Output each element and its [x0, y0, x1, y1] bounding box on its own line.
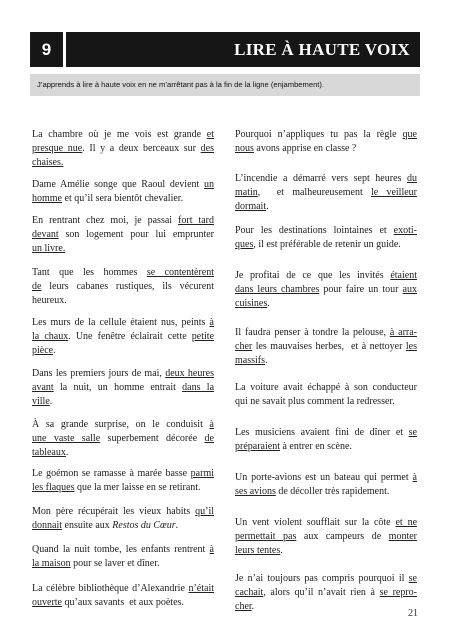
text-segment: pour faire un tour	[319, 283, 403, 295]
text-segment: Les musiciens avaient fini de dîner et	[235, 427, 409, 438]
sentence-line	[235, 283, 417, 297]
text-segment: .	[65, 446, 69, 458]
sentence-line	[32, 242, 214, 256]
sentence-line	[32, 432, 214, 446]
underlined-group: et	[206, 129, 214, 140]
sentence-line	[32, 192, 214, 206]
text-segment: Je profitai de ce que les invités	[235, 270, 391, 281]
sentence-line	[32, 505, 214, 519]
sentence-line	[235, 172, 417, 186]
sentence-line	[32, 381, 214, 395]
text-segment: Je n’ai toujours pas compris pourquoi il	[235, 573, 409, 584]
chapter-title: LIRE À HAUTE VOIX	[234, 40, 410, 59]
underlined-group: du	[407, 173, 417, 184]
text-segment: .	[251, 600, 255, 612]
sentence-line	[235, 586, 417, 600]
underlined-group: à arra-	[389, 327, 418, 338]
underlined-group: dans la	[182, 381, 215, 393]
sentence-line	[32, 519, 214, 533]
sentence	[32, 178, 214, 206]
underlined-group: deux heures	[165, 368, 214, 379]
sentence	[235, 426, 417, 454]
text-segment: Dans les premiers jours de mai,	[32, 368, 166, 379]
text-segment: Restos du Cœur	[112, 519, 176, 531]
sentence-line	[235, 297, 417, 311]
text-segment: , et malheureusement	[257, 186, 371, 198]
underlined-group: pièce	[32, 344, 54, 356]
sentence-line	[235, 238, 417, 252]
sentence-line	[235, 426, 417, 440]
sentence	[235, 516, 417, 557]
sentence-line	[235, 471, 417, 485]
sentence-line	[235, 516, 417, 530]
underlined-group: les	[405, 340, 417, 352]
sentence	[235, 172, 417, 213]
text-segment: que la mer laisse en se retirant.	[74, 481, 201, 493]
sentence	[235, 269, 417, 310]
sentence-line	[235, 200, 417, 214]
sentence-line	[235, 530, 417, 544]
text-segment: avons apprise en classe ?	[253, 142, 357, 154]
text-segment: Tant que les hommes	[32, 267, 147, 278]
text-segment: , alors qu’il n’avait rien à	[263, 586, 380, 598]
underlined-group: permettait pas	[235, 530, 297, 542]
underlined-group: ques	[235, 238, 254, 250]
sentence-line	[32, 330, 214, 344]
sentence-line	[235, 395, 417, 409]
sentence-line	[235, 381, 417, 395]
sentence-line	[235, 128, 417, 142]
text-segment: son logement pour lui emprunter	[58, 228, 214, 240]
sentence-line	[235, 572, 417, 586]
text-segment: de décoller très rapidement.	[275, 485, 390, 497]
text-segment: superbement décorée	[100, 432, 205, 444]
text-segment: Pourquoi n’appliques tu pas la règle	[235, 129, 403, 140]
text-segment: .	[53, 344, 56, 356]
underlined-group: donnait	[32, 519, 62, 531]
sentence	[235, 128, 417, 156]
underlined-group: dormait	[235, 200, 267, 212]
sentence-line	[32, 395, 214, 409]
sentence	[32, 214, 214, 255]
text-segment: qu’aux savants et aux poètes.	[62, 596, 184, 608]
underlined-group: dans leurs chambres	[235, 283, 320, 295]
underlined-group: chaises.	[32, 156, 64, 168]
sentence-line	[235, 142, 417, 156]
sentence	[32, 505, 214, 533]
sentence-line	[32, 228, 214, 242]
underlined-group: petite	[191, 330, 215, 342]
sentence	[32, 316, 214, 357]
sentence-line	[235, 354, 417, 368]
sentence-line	[32, 280, 214, 294]
underlined-group: de	[32, 280, 42, 292]
text-segment: pour se laver et dîner.	[70, 557, 160, 569]
underlined-group: cuisines	[235, 297, 268, 309]
sentence	[32, 367, 214, 408]
sentence-line	[32, 557, 214, 571]
underlined-group: tableaux	[32, 446, 66, 458]
underlined-group: se repro-	[379, 586, 418, 598]
underlined-group: la maison	[32, 557, 71, 569]
chapter-separator	[63, 32, 66, 67]
underlined-group: parmi	[190, 468, 214, 479]
sentence-line	[32, 266, 214, 280]
underlined-group: homme	[32, 192, 62, 204]
text-segment: .	[266, 200, 269, 212]
underlined-group: de	[204, 432, 214, 444]
underlined-group: exoti-	[393, 225, 417, 236]
underlined-group: aux	[402, 283, 417, 295]
text-segment: L’incendie a démarré vers sept heures	[235, 173, 407, 184]
text-segment: leurs cabanes rustiques, ils vécurent	[41, 280, 214, 292]
sentence-line	[235, 440, 417, 454]
sentence-line	[235, 186, 417, 200]
sentence-line	[32, 294, 214, 308]
text-segment: heureux.	[32, 294, 67, 306]
sentence-line	[32, 596, 214, 610]
text-segment: Le goémon se ramasse à marée basse	[32, 468, 191, 479]
text-segment: Mon père récupérait les vieux habits	[32, 506, 196, 517]
text-segment: , il est préférable de retenir un guide.	[253, 238, 401, 250]
underlined-group: à	[209, 544, 214, 555]
text-segment: .	[267, 297, 270, 309]
sentence	[32, 582, 214, 610]
underlined-group: une vaste salle	[32, 432, 101, 444]
text-segment: Dame Amélie songe que Raoul devient	[32, 179, 204, 190]
underlined-group: avant	[32, 381, 54, 393]
sentence-line	[32, 344, 214, 358]
sentence-line	[32, 316, 214, 330]
underlined-group: se	[408, 573, 417, 584]
sentence-line	[235, 485, 417, 499]
text-segment: . Il y a deux berceaux sur	[82, 142, 201, 154]
text-segment: à entrer en scène.	[279, 440, 352, 452]
underlined-group: que	[402, 129, 417, 140]
underlined-group: presque nue	[32, 142, 83, 154]
text-segment: .	[49, 395, 53, 407]
sentence-line	[32, 367, 214, 381]
text-segment: Un porte-avions est un bateau qui permet	[235, 472, 413, 483]
text-segment: La chambre où je me vois est grande	[32, 129, 207, 140]
underlined-group: qu’il	[195, 506, 214, 517]
underlined-group: leurs tentes	[235, 544, 281, 556]
text-segment: les mauvaises herbes, et à nettoyer	[252, 340, 406, 352]
underlined-group: fort tard	[178, 215, 214, 226]
text-segment: La célèbre bibliothèque d’Alexandrie	[32, 583, 189, 594]
underlined-group: préparaient	[235, 440, 280, 452]
sentence-line	[32, 128, 214, 142]
sentence	[32, 467, 214, 495]
text-segment: À sa grande surprise, on le conduisit	[32, 419, 210, 430]
text-segment: la nuit, un homme entrait	[53, 381, 183, 393]
underlined-group: n’était	[188, 583, 214, 594]
sentence-line	[32, 156, 214, 170]
text-segment: qui ne savait plus comment la redresser.	[235, 395, 395, 407]
underlined-group: des	[200, 142, 214, 154]
underlined-group: à	[209, 317, 214, 328]
underlined-group: devant	[32, 228, 59, 240]
chapter-number: 9	[41, 40, 52, 59]
text-segment: . Une fenêtre éclairait cette	[68, 330, 192, 342]
underlined-group: se	[408, 427, 417, 438]
text-segment: Les murs de la cellule étaient nus, peints	[32, 317, 210, 328]
underlined-group: nous	[235, 142, 254, 154]
sentence-line	[235, 224, 417, 238]
underlined-group: un livre.	[32, 242, 66, 254]
underlined-group: ville	[32, 395, 50, 407]
text-segment: Pour les destinations lointaines et	[235, 225, 394, 236]
sentence-line	[32, 446, 214, 460]
underlined-group: ouverte	[32, 596, 62, 608]
underlined-group: monter	[388, 530, 417, 542]
sentence-line	[235, 269, 417, 283]
sentence-line	[235, 340, 417, 354]
sentence	[235, 381, 417, 409]
text-segment: La voiture avait échappé à son conducteur	[235, 382, 417, 393]
text-segment: Quand la nuit tombe, les enfants rentrent	[32, 544, 210, 555]
sentence	[32, 418, 214, 459]
sentence-line	[32, 178, 214, 192]
underlined-group: un	[204, 179, 214, 190]
underlined-group: matin	[235, 186, 258, 198]
sentence	[235, 224, 417, 252]
sentence-line	[32, 418, 214, 432]
sentence-line	[235, 544, 417, 558]
sentence-line	[32, 214, 214, 228]
underlined-group: massifs	[235, 354, 265, 366]
underlined-group: cher	[235, 340, 253, 352]
page-number: 21	[408, 608, 418, 619]
sentence-line	[32, 467, 214, 481]
sentence	[235, 326, 417, 367]
text-segment: .	[175, 519, 179, 531]
underlined-group: à	[412, 472, 417, 483]
text-segment: aux campeurs de	[296, 530, 389, 542]
text-segment: ensuite aux	[62, 519, 113, 531]
underlined-group: se contentèrent	[146, 267, 214, 278]
text-segment: En rentrant chez moi, je passai	[32, 215, 179, 226]
sentence-line	[32, 481, 214, 495]
underlined-group: à	[209, 419, 214, 430]
chapter-header	[30, 32, 420, 67]
sentence	[235, 471, 417, 499]
text-segment: Il faudra penser à tondre la pelouse,	[235, 327, 390, 338]
underlined-group: le veilleur	[371, 186, 417, 198]
underlined-group: étaient	[390, 270, 417, 281]
underlined-group: la chaux	[32, 330, 69, 342]
underlined-group: et ne	[395, 517, 418, 528]
instruction-banner: J’apprends à lire à haute voix en ne m’arrêtant pas à la fin de la ligne (enjambement).	[30, 74, 420, 96]
text-segment: Un vent violent soufflait sur la côte	[235, 517, 396, 528]
sentence	[32, 128, 214, 169]
sentence	[32, 543, 214, 571]
underlined-group: ses avions	[235, 485, 276, 497]
text-segment: .	[265, 354, 268, 366]
sentence-line	[235, 326, 417, 340]
sentence-line	[32, 142, 214, 156]
underlined-group: cher	[235, 600, 252, 612]
sentence	[32, 266, 214, 307]
sentence	[235, 572, 417, 613]
sentence-line	[235, 600, 417, 614]
sentence-line	[32, 582, 214, 596]
text-segment: .	[280, 544, 283, 556]
sentence-line	[32, 543, 214, 557]
text-segment: et qu’il sera bientôt chevalier.	[62, 192, 184, 204]
underlined-group: les flaques	[32, 481, 75, 493]
underlined-group: cachait	[235, 586, 264, 598]
